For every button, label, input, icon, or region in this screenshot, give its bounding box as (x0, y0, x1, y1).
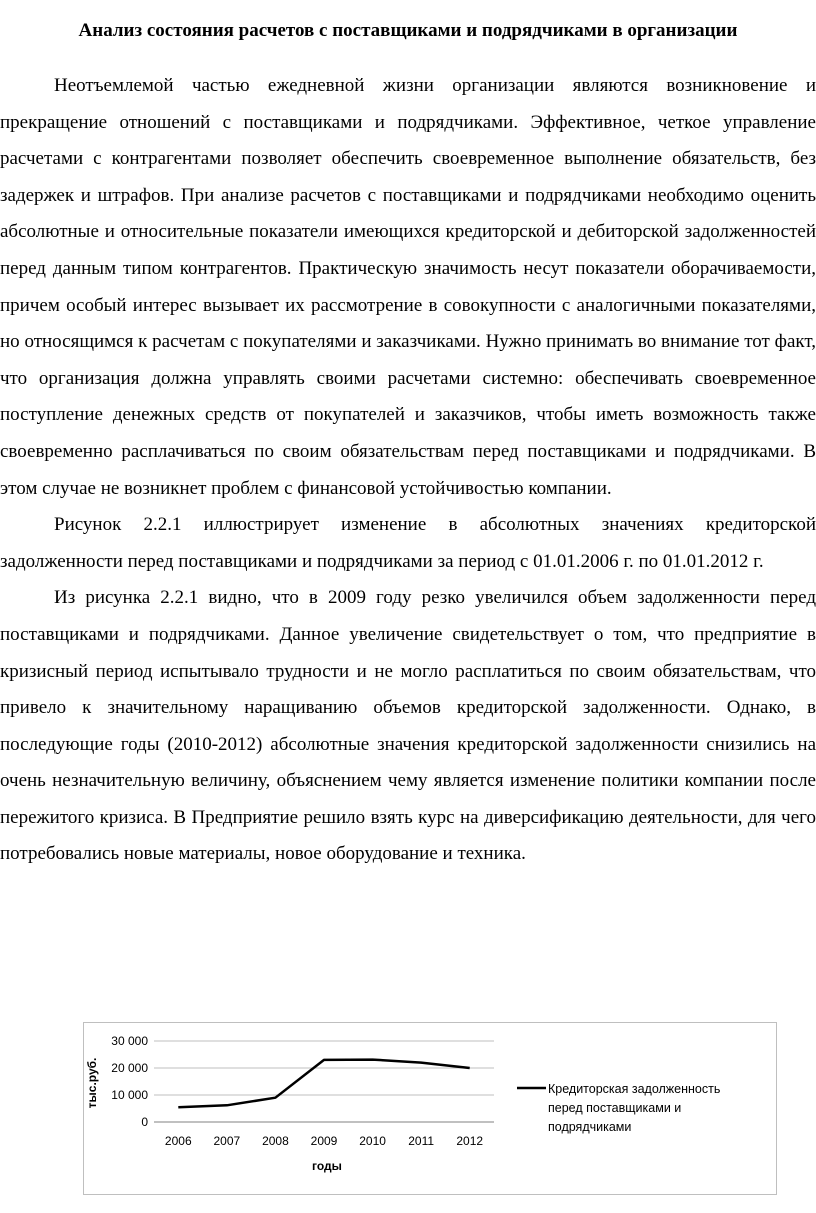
x-tick-label: 2006 (164, 1134, 192, 1148)
paragraph-2: Рисунок 2.2.1 иллюстрирует изменение в абсолютных значениях кредиторской задолженности перед поставщиками и подрядчиками за период с 01.01.2006 г. по 01.01.2012 г. (0, 514, 816, 572)
y-tick-label: 10 000 (111, 1088, 148, 1102)
y-tick-label: 20 000 (111, 1061, 148, 1075)
y-axis-ticks (111, 1034, 148, 1129)
x-axis-ticks (165, 1134, 483, 1148)
x-tick-label: 2007 (213, 1134, 241, 1148)
x-tick-label: 2012 (456, 1134, 484, 1148)
x-tick-label: 2011 (408, 1134, 435, 1148)
legend (517, 1082, 720, 1134)
series-line (178, 1060, 469, 1108)
legend-label-line-3: подрядчиками (548, 1120, 632, 1134)
x-tick-label: 2009 (310, 1134, 338, 1148)
legend-label-line-1: Кредиторская задолженность (548, 1082, 721, 1096)
y-axis-label: тыс.руб. (85, 1057, 99, 1109)
x-tick-label: 2008 (262, 1134, 289, 1148)
document-body (0, 68, 816, 873)
x-axis-label: годы (312, 1159, 342, 1173)
debt-line-chart (84, 1023, 776, 1194)
paragraph-3: Из рисунка 2.2.1 видно, что в 2009 году резко увеличился объем задолженности перед поставщиками и подрядчиками. Данное увеличение свидетельствует о том, что предприятие в кризисный период испытывало трудности и не могло расплатиться по своим обязательствам, что привело к значительному наращиванию объемов кредиторской задолженности. Однако, в последующие годы (2010-2012) абсолютные значения кредиторской задолженности снизились на очень незначительную величину, объяснением чему является изменение политики компании после пережитого кризиса. В Предприятие решило взять курс на диверсификацию деятельности, для чего потребовались новые материалы, новое оборудование и техника. (0, 587, 816, 865)
paragraph-1: Неотъемлемой частью ежедневной жизни организации являются возникновение и прекращение отношений с поставщиками и подрядчиками. Эффективное, четкое управление расчетами с контрагентами позволяет обеспечить своевременное выполнение обязательств, без задержек и штрафов. При анализе расчетов с поставщиками и подрядчиками необходимо оценить абсолютные и относительные показатели имеющихся кредиторской и дебиторской задолженностей перед данным типом контрагентов. Практическую значимость несут показатели оборачиваемости, причем особый интерес вызывает их рассмотрение в совокупности с аналогичными показателями, но относящимся к расчетам с покупателями и заказчиками. Нужно принимать во внимание тот факт, что организация должна управлять своими расчетами системно: обеспечивать своевременное поступление денежных средств от покупателей и заказчиков, чтобы иметь возможность также своевременно расплачиваться по своим обязательствам перед поставщиками и подрядчиками. В этом случае не возникнет проблем с финансовой устойчивостью компании. (0, 75, 816, 499)
y-tick-label: 0 (141, 1115, 148, 1129)
legend-label-line-2: перед поставщиками и (548, 1101, 682, 1115)
chart-frame (83, 1022, 777, 1195)
chart-grid (154, 1041, 494, 1122)
document-title: Анализ состояния расчетов с поставщиками и подрядчиками в организации (78, 20, 738, 41)
y-tick-label: 30 000 (111, 1034, 148, 1048)
x-tick-label: 2010 (359, 1134, 386, 1148)
